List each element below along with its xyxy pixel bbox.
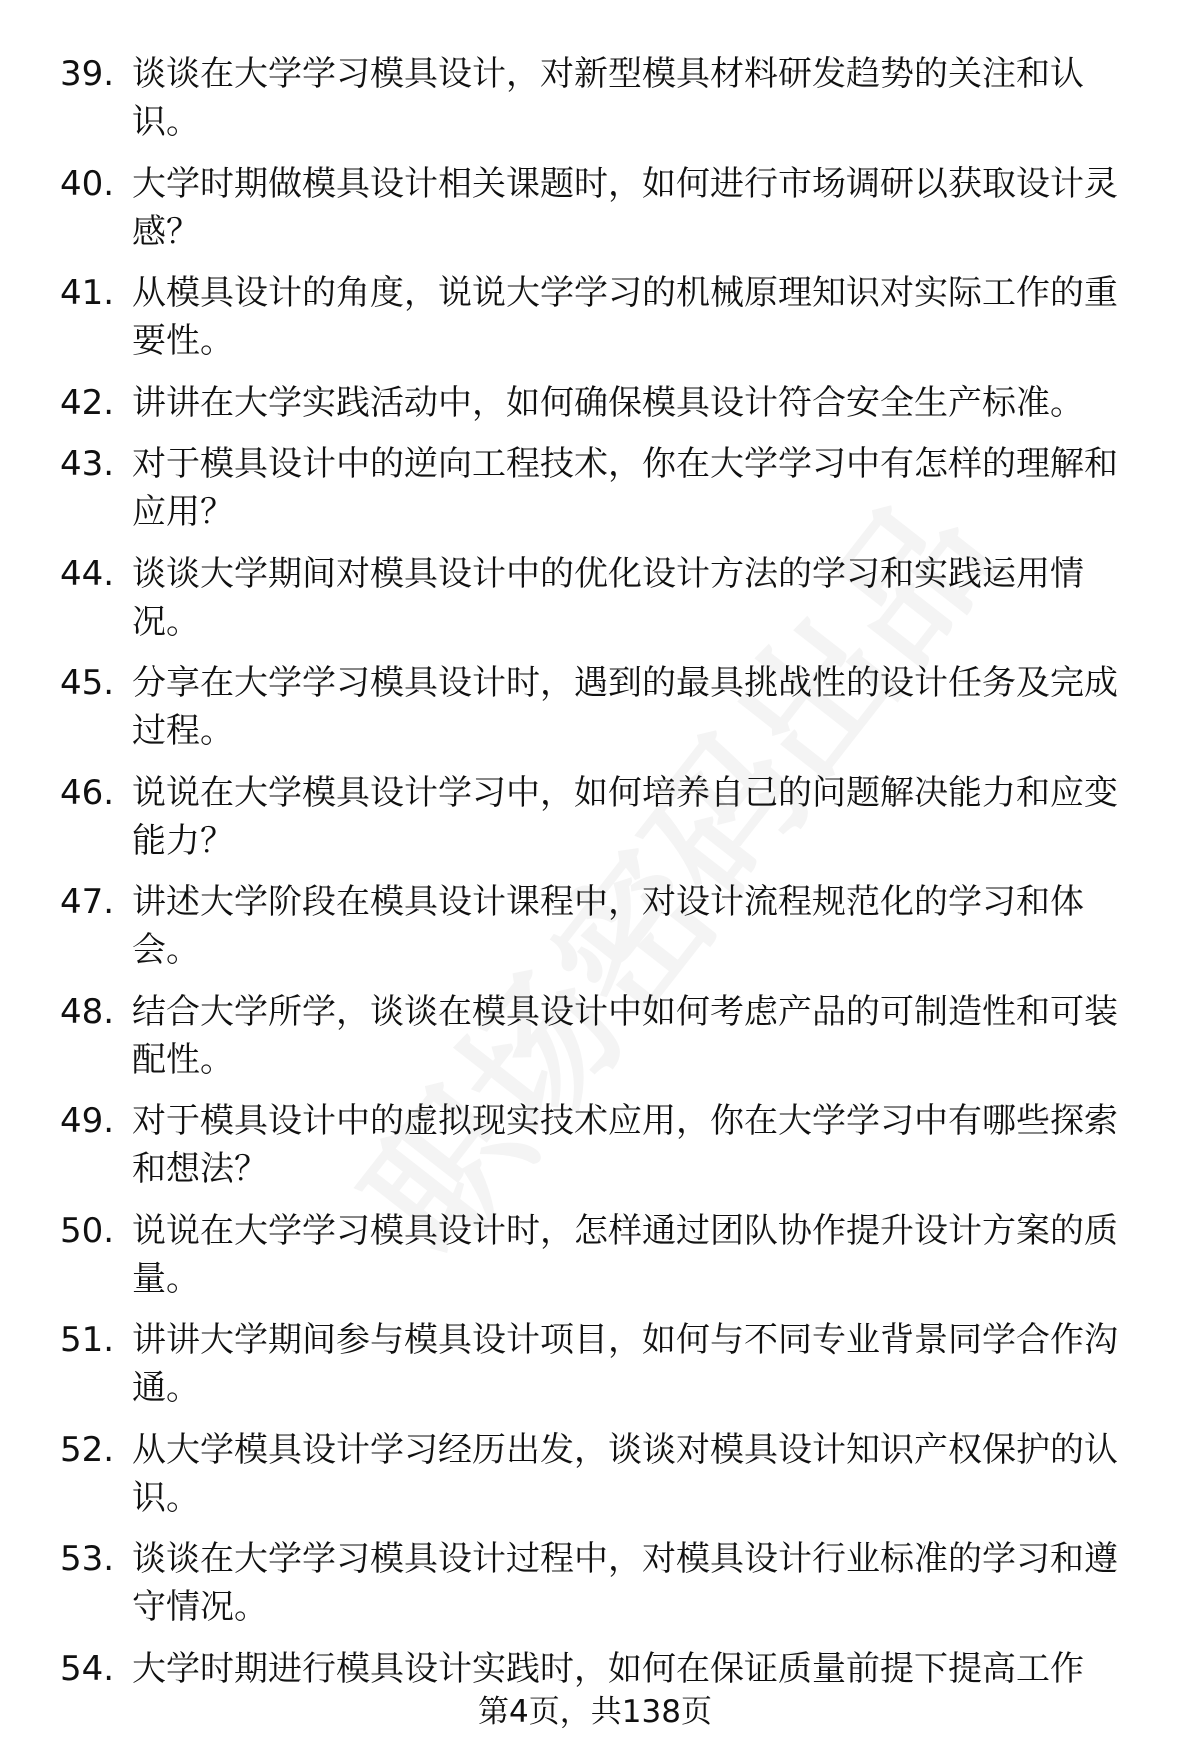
- question-text: 大学时期做模具设计相关课题时，如何进行市场调研以获取设计灵感？: [132, 163, 1118, 252]
- question-number: 47.: [60, 882, 115, 922]
- page-footer: [0, 1692, 1190, 1732]
- list-item: [60, 769, 1150, 865]
- question-number: 53.: [60, 1539, 115, 1579]
- question-number: 40.: [60, 163, 115, 204]
- list-item: [60, 878, 1150, 974]
- question-number: 39.: [60, 54, 115, 94]
- question-text: 说说在大学学习模具设计时，怎样通过团队协作提升设计方案的质量。: [132, 1210, 1118, 1299]
- question-number: 41.: [60, 273, 115, 313]
- list-item: [60, 160, 1150, 256]
- question-number: 48.: [60, 991, 115, 1032]
- question-number: 42.: [60, 382, 115, 423]
- question-number: 52.: [60, 1429, 115, 1470]
- question-number: 46.: [60, 772, 115, 813]
- list-item: [60, 659, 1150, 755]
- question-text: 讲述大学阶段在模具设计课程中，对设计流程规范化的学习和体会。: [132, 882, 1084, 970]
- question-text: 结合大学所学，谈谈在模具设计中如何考虑产品的可制造性和可装配性。: [132, 991, 1118, 1080]
- question-text: 分享在大学学习模具设计时，遇到的最具挑战性的设计任务及完成过程。: [132, 663, 1118, 751]
- question-number: 43.: [60, 444, 115, 484]
- question-text: 说说在大学模具设计学习中，如何培养自己的问题解决能力和应变能力？: [132, 772, 1118, 861]
- list-item: [60, 1535, 1150, 1631]
- question-list: [60, 50, 1150, 1706]
- question-text: 谈谈在大学学习模具设计，对新型模具材料研发趋势的关注和认识。: [132, 54, 1084, 142]
- question-text: 讲讲大学期间参与模具设计项目，如何与不同专业背景同学合作沟通。: [132, 1320, 1118, 1408]
- question-number: 45.: [60, 663, 115, 703]
- question-text: 大学时期进行模具设计实践时，如何在保证质量前提下提高工作: [132, 1648, 1084, 1689]
- page-number-label: 第4页，共138页: [478, 1694, 712, 1730]
- question-text: 从模具设计的角度，说说大学学习的机械原理知识对实际工作的重要性。: [132, 273, 1118, 361]
- question-number: 54.: [60, 1648, 115, 1689]
- list-item: [60, 440, 1150, 536]
- list-item: [60, 1426, 1150, 1522]
- question-text: 从大学模具设计学习经历出发，谈谈对模具设计知识产权保护的认识。: [132, 1429, 1118, 1518]
- list-item: [60, 1207, 1150, 1303]
- question-text: 讲讲在大学实践活动中，如何确保模具设计符合安全生产标准。: [132, 382, 1084, 423]
- question-text: 对于模具设计中的逆向工程技术，你在大学学习中有怎样的理解和应用？: [132, 444, 1118, 532]
- list-item: [60, 988, 1150, 1084]
- list-item: [60, 1645, 1150, 1693]
- question-number: 49.: [60, 1101, 115, 1141]
- list-item: [60, 1316, 1150, 1412]
- list-item: [60, 379, 1150, 427]
- list-item: [60, 269, 1150, 365]
- question-number: 44.: [60, 553, 115, 594]
- question-text: 谈谈在大学学习模具设计过程中，对模具设计行业标准的学习和遵守情况。: [132, 1539, 1118, 1627]
- question-text: 谈谈大学期间对模具设计中的优化设计方法的学习和实践运用情况。: [132, 553, 1084, 642]
- question-number: 50.: [60, 1210, 115, 1251]
- list-item: [60, 1097, 1150, 1193]
- list-item: [60, 550, 1150, 646]
- list-item: [60, 50, 1150, 146]
- question-number: 51.: [60, 1320, 115, 1360]
- question-text: 对于模具设计中的虚拟现实技术应用，你在大学学习中有哪些探索和想法？: [132, 1101, 1118, 1189]
